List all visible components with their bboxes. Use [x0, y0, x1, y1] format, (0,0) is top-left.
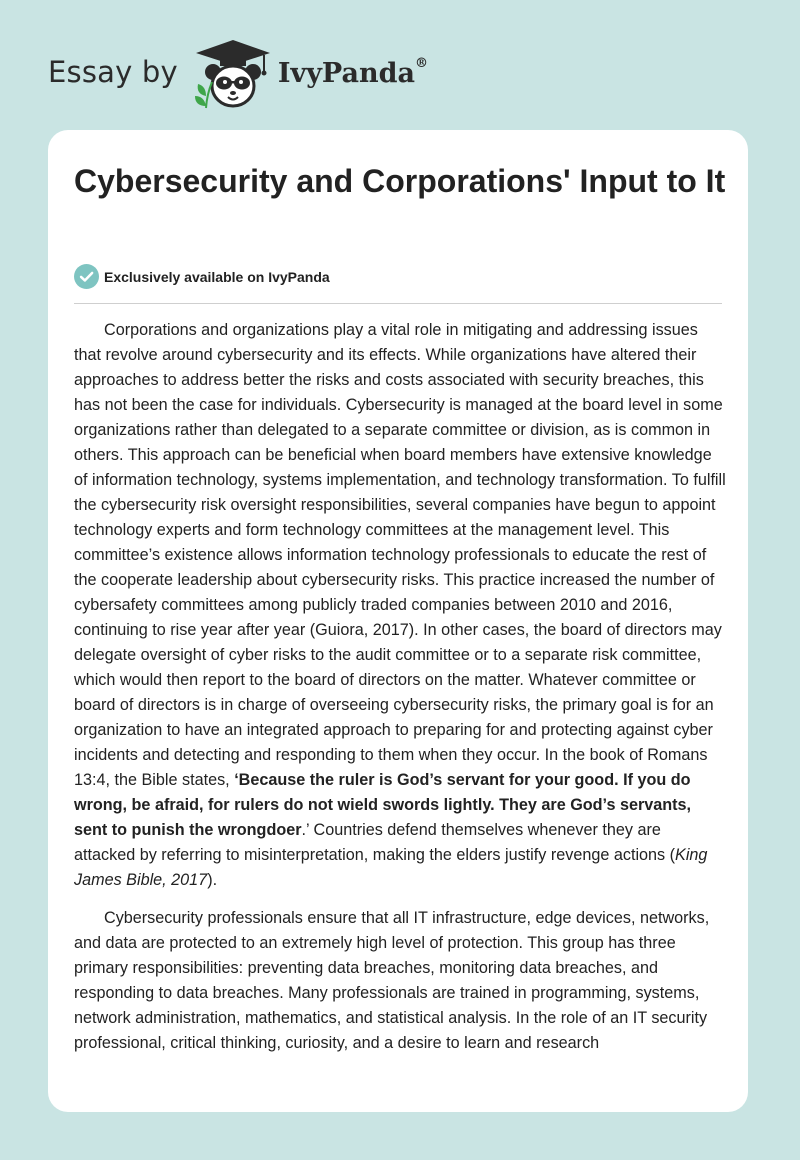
essay-card [48, 130, 748, 1112]
brand-name [277, 55, 428, 89]
brand-header[interactable] [48, 36, 428, 112]
paragraph-1-continuation: .’ Countries defend themselves whenever they are attacked by referring to misinterpretation, making the elders justify revenge actions ( [74, 821, 676, 864]
registered-mark: ® [414, 55, 428, 71]
paragraph-2: Cybersecurity professionals ensure that all IT infrastructure, edge devices, networks, and data are protected to an extremely high level of protection. This group has three primary responsibilities: preventing data breaches, monitoring data breaches, and responding to data breaches. Many professionals are trained in programming, systems, network administration, mathematics, and statistical analysis. In the role of an IT security professional, critical thinking, curiosity, and a desire to learn and research [74, 909, 710, 1052]
brand-name-text: IvyPanda [277, 57, 415, 89]
check-circle-icon [74, 264, 99, 289]
citation: King James Bible, 2017 [74, 846, 708, 889]
panda-logo-icon [192, 36, 274, 112]
essay-body [74, 318, 726, 1069]
paragraph-1 [74, 318, 726, 893]
brand-prefix: Essay by [48, 55, 178, 89]
exclusive-badge-label: Exclusively available on IvyPanda [104, 268, 330, 285]
paragraph-1-end: ). [207, 871, 218, 889]
essay-title: Cybersecurity and Corporations' Input to It [74, 163, 726, 199]
exclusive-badge [74, 264, 330, 289]
title-divider [74, 303, 722, 304]
paragraph-1-text: Corporations and organizations play a vital role in mitigating and addressing issues that revolve around cybersecurity and its effects. While organizations have altered their approaches to address better the risks and costs associated with security breaches, this has not been the case for individuals. Cybersecurity is managed at the board level in some organizations rather than delegated to a separate committee or division, as is common in others. This approach can be beneficial when board members have extensive knowledge of information technology, systems implementation, and technology transformation. To fulfill the cybersecurity risk oversight responsibilities, several companies have begun to appoint technology experts and form technology committees at the management level. This committee’s existence allows information technology professionals to educate the rest of the cooperate leadership about cybersecurity risks. This practice increased the number of cybersafety committees among publicly traded companies between 2010 and 2016, continuing to rise year after year (Guiora, 2017). In other cases, the board of directors may delegate oversight of cyber risks to the audit committee or to a separate risk committee, which would then report to the board of directors on the matter. Whatever committee or board of directors is in charge of overseeing cybersecurity risks, the primary goal is for an organization to have an integrated approach to preparing for and protecting against cyber incidents and detecting and responding to them when they occur. In the book of Romans 13:4, the Bible states, [74, 321, 726, 789]
bible-quote: ‘Because the ruler is God’s servant for your good. If you do wrong, be afraid, for rulers do not wield swords lightly. They are God’s servants, sent to punish the wrongdoer [74, 771, 692, 839]
